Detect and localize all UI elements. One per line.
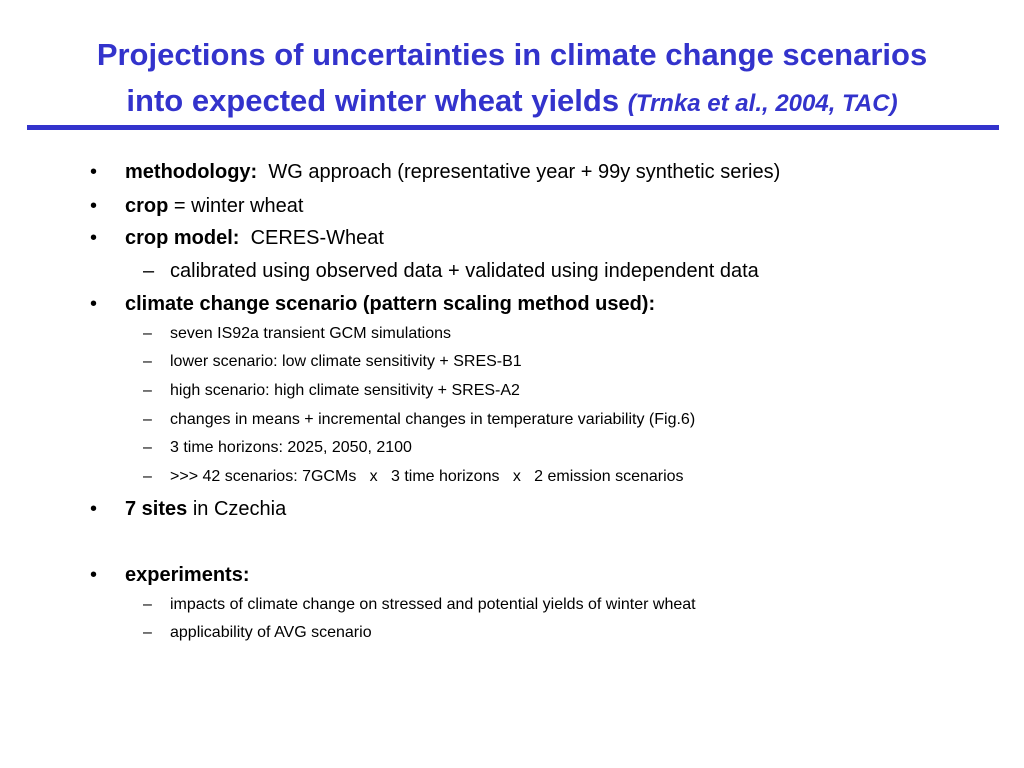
sub-bullet-text: calibrated using observed data + validated using independent data [170, 260, 759, 282]
title-divider [27, 125, 999, 130]
bullet-marker: • [90, 564, 98, 586]
sub-bullet-text: applicability of AVG scenario [170, 624, 372, 641]
bullet-label: methodology: [125, 161, 258, 183]
bullet-marker: • [90, 161, 98, 183]
sub-bullet-text: changes in means + incremental changes in temperature variability (Fig.6) [170, 411, 696, 428]
bullet-label: climate change scenario (pattern scaling method used): [125, 293, 656, 315]
sub-bullet-text: lower scenario: low climate sensitivity + SRES-B1 [170, 353, 522, 370]
bullet-text [125, 227, 384, 250]
bullet-marker: • [90, 293, 98, 315]
dash-marker: – [143, 325, 152, 342]
bullet-text [125, 293, 655, 316]
bullet-label: crop [125, 195, 169, 217]
bullet-text [125, 195, 303, 218]
dash-marker: – [143, 439, 152, 456]
dash-marker: – [143, 596, 152, 613]
sub-bullet-text: impacts of climate change on stressed and potential yields of winter wheat [170, 596, 696, 613]
bullet-marker: • [90, 498, 98, 520]
sub-bullet-text: high scenario: high climate sensitivity + SRES-A2 [170, 382, 520, 399]
bullet-body: = winter wheat [173, 195, 304, 217]
bullet-body: CERES-Wheat [250, 227, 384, 249]
bullet-label: 7 sites [125, 498, 188, 520]
bullet-text [125, 498, 286, 521]
title-line-1: Projections of uncertainties in climate change scenarios [96, 37, 928, 72]
bullet-marker: • [90, 195, 98, 217]
title-line-2-text: into expected winter wheat yields [126, 83, 620, 118]
bullet-text [125, 161, 780, 184]
dash-marker: – [143, 260, 155, 282]
dash-marker: – [143, 353, 152, 370]
slide-title [0, 32, 1024, 127]
bullet-marker: • [90, 227, 98, 249]
title-citation: (Trnka et al., 2004, TAC) [627, 90, 898, 117]
dash-marker: – [143, 624, 152, 641]
sub-bullet-text: seven IS92a transient GCM simulations [170, 325, 452, 342]
dash-marker: – [143, 382, 152, 399]
dash-marker: – [143, 468, 152, 485]
bullet-label: crop model: [125, 227, 240, 249]
title-line-2 [0, 78, 1024, 127]
bullet-text [125, 564, 250, 587]
sub-bullet-text: 3 time horizons: 2025, 2050, 2100 [170, 439, 412, 456]
bullet-label: experiments: [125, 564, 250, 586]
dash-marker: – [143, 411, 152, 428]
bullet-body: in Czechia [192, 498, 287, 520]
bullet-body: WG approach (representative year + 99y synthetic series) [268, 161, 781, 183]
sub-bullet-text: >>> 42 scenarios: 7GCMs x 3 time horizons x 2 emission scenarios [170, 468, 684, 485]
